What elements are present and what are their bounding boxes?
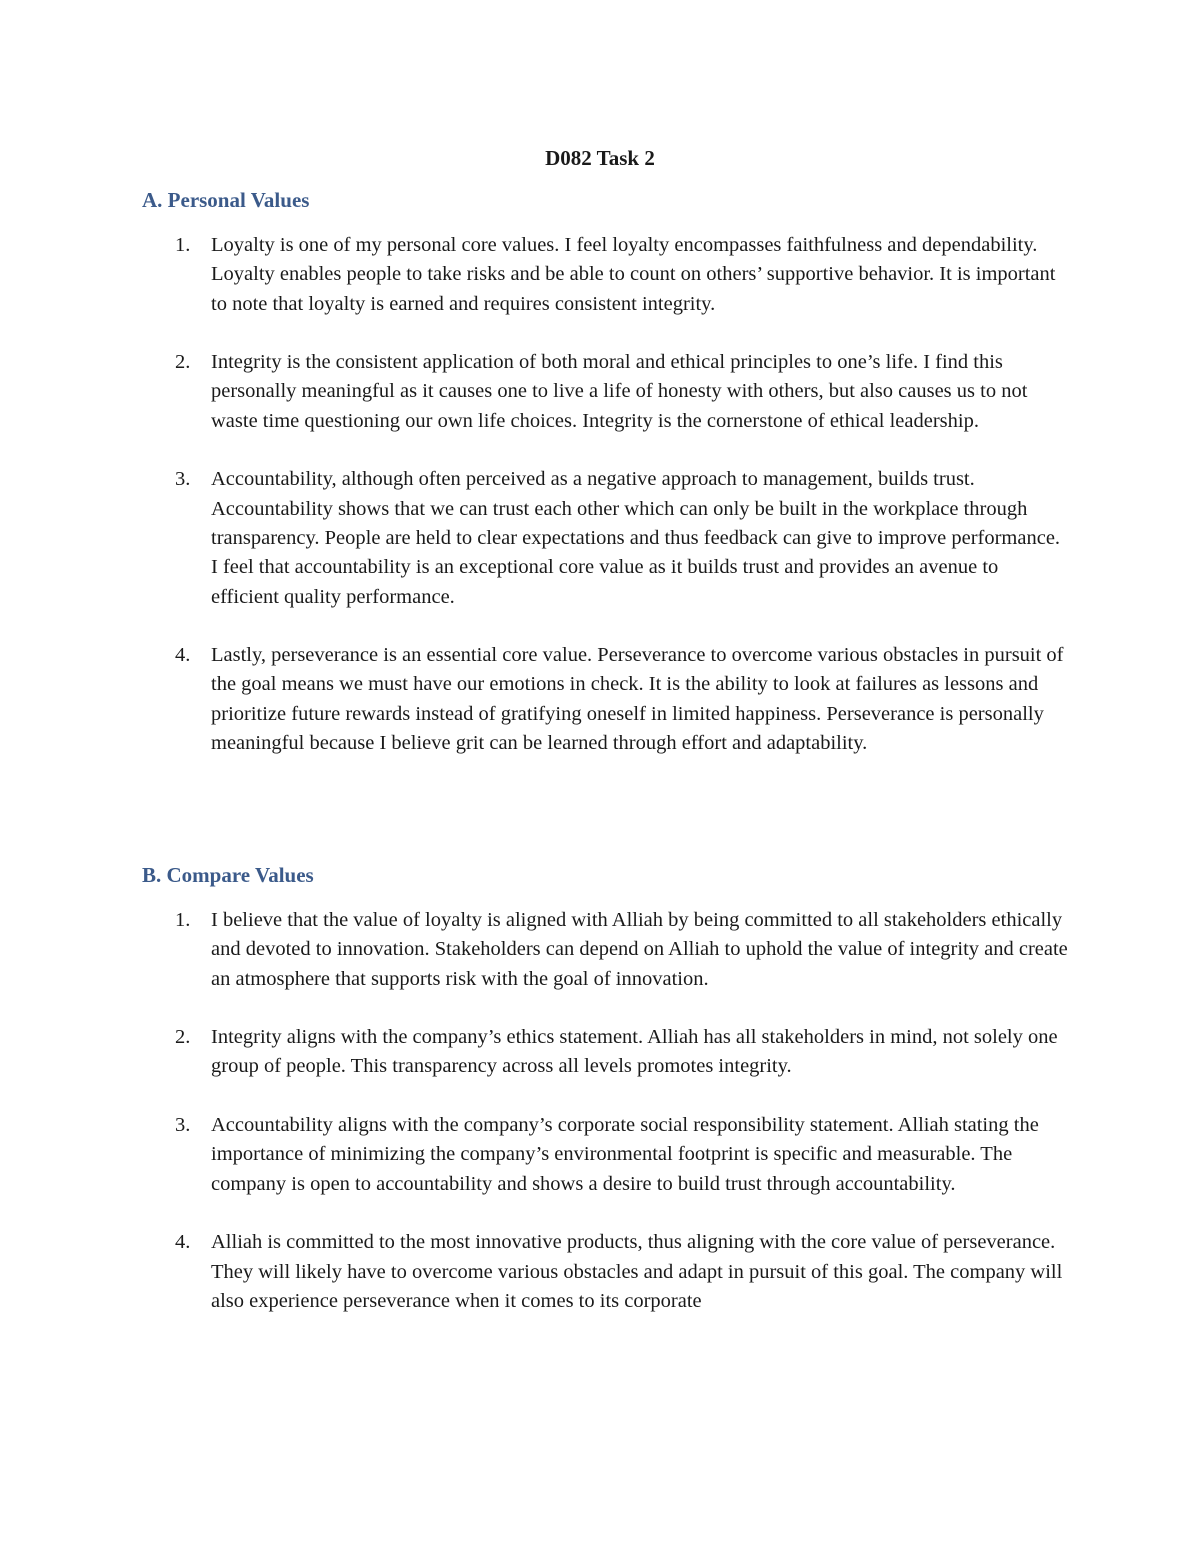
list-item [0, 1023, 1071, 1082]
list-item-number: 1. [175, 234, 191, 256]
list-item-number: 4. [175, 1231, 191, 1254]
list-item-text: Loyalty is one of my personal core values. I feel loyalty encompasses faithfulness and dependability. Loyalty enables people to take risks and be able to count on others’ supportive behavior. It is important to note that loyalty is earned and requires consistent integrity. [211, 234, 1056, 315]
list-item-text: Accountability aligns with the company’s corporate social responsibility statement. Alliah stating the importance of minimizing the company’s environmental footprint is specific and measurable. The company is open to accountability and shows a desire to build trust through accountability. [211, 1114, 1039, 1195]
compare-values-list [0, 906, 1200, 1316]
list-item-text: Alliah is committed to the most innovative products, thus aligning with the core value of perseverance. They will likely have to overcome various obstacles and adapt in pursuit of this goal. The company will also experience perseverance when it comes to its corporate [211, 1231, 1063, 1312]
list-item [0, 1228, 1071, 1316]
list-item-text: I believe that the value of loyalty is aligned with Alliah by being committed to all stakeholders ethically and devoted to innovation. Stakeholders can depend on Alliah to uphold the value of integrity and create an atmosphere that supports risk with the goal of innovation. [211, 909, 1068, 990]
list-item [0, 641, 1071, 758]
section-heading-personal-values: A. Personal Values [142, 188, 310, 212]
list-item-number: 2. [175, 351, 191, 374]
list-item-text: Integrity is the consistent application of both moral and ethical principles to one’s life. I find this personally meaningful as it causes one to live a life of honesty with others, but also causes us to not waste time questioning our own life choices. Integrity is the cornerstone of ethical leadership. [211, 351, 1028, 432]
list-item-number: 1. [175, 909, 191, 931]
list-item-text: Integrity aligns with the company’s ethics statement. Alliah has all stakeholders in mind, not solely one group of people. This transparency across all levels promotes integrity. [211, 1026, 1058, 1078]
list-item-number: 3. [175, 1114, 191, 1137]
list-item [0, 465, 1071, 611]
list-item [0, 348, 1071, 436]
personal-values-list [0, 231, 1200, 758]
document-title: D082 Task 2 [545, 146, 655, 170]
list-item [0, 231, 1071, 319]
list-item-number: 2. [175, 1026, 191, 1049]
section-heading-compare-values: B. Compare Values [142, 863, 314, 887]
list-item-number: 3. [175, 468, 191, 491]
list-item-number: 4. [175, 644, 191, 667]
list-item [0, 1111, 1071, 1199]
list-item-text: Lastly, perseverance is an essential core value. Perseverance to overcome various obstacles in pursuit of the goal means we must have our emotions in check. It is the ability to look at failures as lessons and prioritize future rewards instead of gratifying oneself in limited happiness. Perseverance is personally meaningful because I believe grit can be learned through effort and adaptability. [211, 644, 1064, 755]
list-item-text: Accountability, although often perceived as a negative approach to management, builds trust. Accountability shows that we can trust each other which can only be built in the workplace through transparency. People are held to clear expectations and thus feedback can give to improve performance. I feel that accountability is an exceptional core value as it builds trust and provides an avenue to efficient quality performance. [211, 468, 1061, 608]
list-item [0, 906, 1071, 994]
